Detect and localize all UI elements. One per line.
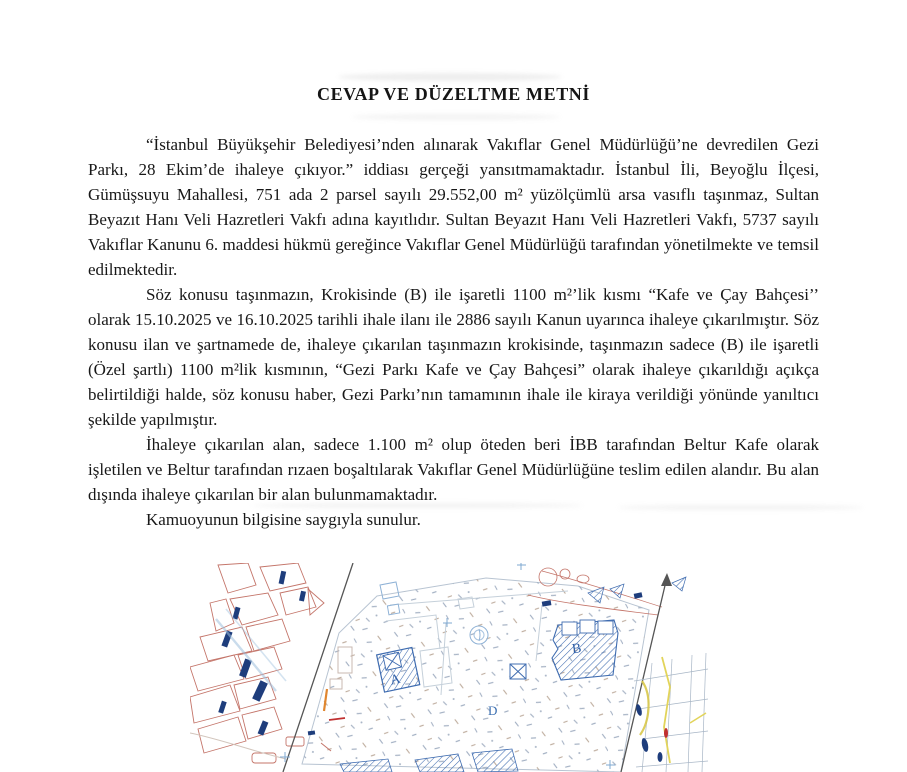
page-title: CEVAP VE DÜZELTME METNİ <box>316 84 591 104</box>
map-area-b <box>552 620 618 680</box>
map-area-b-label: B <box>571 641 583 658</box>
paragraph-area-clarification: İhaleye çıkarılan alan, sadece 1.100 m² olup öteden beri İBB tarafından Beltur Kafe olarak işletilen ve Beltur tarafından rızaen boşaltılarak Vakıflar Genel Müdürlüğüne teslim edilen alandır. Bu alan dışında ihaleye çıkarılan bir alan bulunmamaktadır. <box>88 435 819 504</box>
paragraph-claim-denial: “İstanbul Büyükşehir Belediyesi’nden alınarak Vakıflar Genel Müdürlüğü’ne devredilen Gezi Parkı, 28 Ekim’de ihaleye çıkıyor.” iddiası gerçeği yansıtmamaktadır. İstanbul İli, Beyoğlu İlçesi, Gümüşsuyu Mahallesi, 751 ada 2 parsel sayılı 29.552,00 m² yüzölçümlü arsa vasıflı taşınmaz, Sultan Beyazıt Hanı Veli Hazretleri Vakfı adına kayıtlıdır. Sultan Beyazıt Hanı Veli Hazretleri Vakfı, 5737 sayılı Vakıflar Kanunu 6. maddesi hükmü gereğince Vakıflar Genel Müdürlüğü tarafından yönetilmekte ve temsil edilmektedir. <box>88 135 819 279</box>
document-body <box>88 84 819 532</box>
map-xbox-marker <box>510 664 526 679</box>
paragraph-closing: Kamuoyunun bilgisine saygıyla sunulur. <box>146 510 421 529</box>
site-plan-map <box>190 563 710 772</box>
scan-smudge <box>338 73 562 81</box>
map-area-d-label: D <box>488 703 498 718</box>
map-left-neighborhood-marks <box>216 571 306 736</box>
map-area-a <box>377 647 420 692</box>
paragraph-tender-details: Söz konusu taşınmazın, Krokisinde (B) ile işaretli 1100 m²’lik kısmı “Kafe ve Çay Bahçesi’’ olarak 15.10.2025 ve 16.10.2025 tarihli ihale ilanı ile 2886 sayılı Kanun uyarınca ihaleye çıkarılmıştır. Söz konusu ilan ve şartnamede de, ihaleye çıkarılan taşınmazın krokisinde, taşınmazın sadece (B) ile işaretli (Özel şartlı) 1100 m²lik kısmının, “Gezi Parkı Kafe ve Çay Bahçesi” olarak ihaleye çıkarıldığı açıkça belirtildiği halde, söz konusu haber, Gezi Parkı’nın tamamının ihale ile kiraya verildiği yönünde yanıltıcı şekilde yapılmıştır. <box>88 285 819 429</box>
site-plan-drawing <box>190 563 710 772</box>
map-area-a-label: A <box>388 671 402 689</box>
